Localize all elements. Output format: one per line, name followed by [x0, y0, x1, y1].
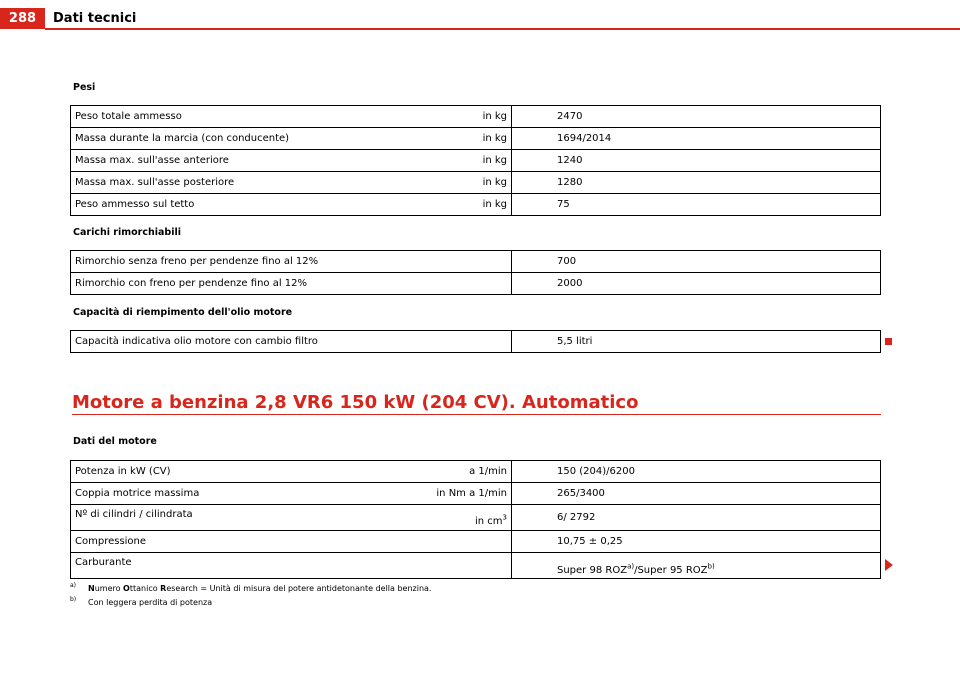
table-row — [71, 553, 881, 579]
footnote-b-text: Con leggera perdita di potenza — [88, 598, 213, 607]
row-value: 1240 — [512, 150, 881, 172]
next-page-arrow-icon — [885, 559, 893, 571]
row-unit: in kg — [393, 150, 512, 172]
footnote-a-text-3: esearch = Unità di misura del potere antidetonante della benzina. — [166, 584, 432, 593]
row-label: Coppia motrice massima — [71, 483, 394, 505]
table-row — [71, 461, 881, 483]
row-value: 1280 — [512, 172, 881, 194]
fuel-value-a: Super 98 ROZ — [557, 565, 628, 576]
table-pesi — [70, 105, 881, 216]
row-value: 700 — [512, 251, 881, 273]
table-row — [71, 251, 881, 273]
footnote-a-initial-r: R — [160, 584, 167, 593]
row-label: Potenza in kW (CV) — [71, 461, 394, 483]
table-row — [71, 331, 881, 353]
footnote-ref-b: b) — [707, 562, 715, 571]
page-header-title: Dati tecnici — [53, 11, 137, 26]
row-label: Massa max. sull'asse anteriore — [71, 150, 394, 172]
row-unit — [393, 531, 512, 553]
row-label: Carburante — [71, 553, 394, 579]
unit-superscript: 3 — [502, 513, 507, 522]
table-row — [71, 273, 881, 295]
row-label: Massa max. sull'asse posteriore — [71, 172, 394, 194]
section-title-pesi: Pesi — [73, 82, 96, 93]
table-row — [71, 483, 881, 505]
unit-text: in cm — [474, 516, 503, 527]
row-value: 2470 — [512, 106, 881, 128]
table-olio — [70, 330, 881, 353]
footnote-a-text-2: ttanico — [129, 584, 161, 593]
row-label: Rimorchio con freno per pendenze fino al 12% — [71, 273, 512, 295]
row-label: Peso totale ammesso — [71, 106, 394, 128]
table-row — [71, 150, 881, 172]
row-unit: in kg — [393, 172, 512, 194]
row-value: 1694/2014 — [512, 128, 881, 150]
section-end-marker-icon — [885, 338, 892, 345]
row-unit: a 1/min — [393, 461, 512, 483]
header-rule — [45, 28, 960, 30]
footnote-a-text-1: umero — [94, 584, 124, 593]
table-row — [71, 128, 881, 150]
row-value: 10,75 ± 0,25 — [512, 531, 881, 553]
table-row — [71, 106, 881, 128]
row-unit: in kg — [393, 128, 512, 150]
footnote-a-initial-n: N — [88, 584, 95, 593]
section-title-dati-motore: Dati del motore — [73, 436, 157, 447]
row-label: Peso ammesso sul tetto — [71, 194, 394, 216]
engine-section-title: Motore a benzina 2,8 VR6 150 kW (204 CV). Automatico — [72, 392, 639, 413]
footnote-a: $^{a)}$ Numero Ottanico Research = Unità di misura del potere antidetonante della benzina. — [70, 582, 432, 593]
row-label: Massa durante la marcia (con conducente) — [71, 128, 394, 150]
footnote-ref-a: a) — [627, 562, 635, 571]
row-unit — [393, 553, 512, 579]
row-value: 75 — [512, 194, 881, 216]
section-title-carichi: Carichi rimorchiabili — [73, 227, 181, 238]
row-value: 265/3400 — [512, 483, 881, 505]
row-value — [512, 553, 881, 579]
footnote-b: $^{b)}$ Con leggera perdita di potenza — [70, 596, 213, 607]
row-value: 6/ 2792 — [512, 505, 881, 531]
fuel-value-b: /Super 95 ROZ — [634, 565, 708, 576]
row-label: Nº di cilindri / cilindrata — [71, 505, 394, 531]
table-motore — [70, 460, 881, 579]
table-row — [71, 172, 881, 194]
table-row — [71, 505, 881, 531]
row-unit — [393, 505, 512, 531]
engine-title-rule — [72, 414, 881, 415]
row-label: Compressione — [71, 531, 394, 553]
row-value: 150 (204)/6200 — [512, 461, 881, 483]
row-unit: in kg — [393, 194, 512, 216]
row-unit: in Nm a 1/min — [393, 483, 512, 505]
row-unit: in kg — [393, 106, 512, 128]
table-row — [71, 194, 881, 216]
row-value: 2000 — [512, 273, 881, 295]
table-carichi — [70, 250, 881, 295]
row-value: 5,5 litri — [512, 331, 881, 353]
table-row — [71, 531, 881, 553]
section-title-olio: Capacità di riempimento dell'olio motore — [73, 307, 293, 318]
footnote-a-initial-o: O — [123, 584, 130, 593]
row-label: Capacità indicativa olio motore con cambio filtro — [71, 331, 512, 353]
page-number: 288 — [0, 8, 45, 29]
row-label: Rimorchio senza freno per pendenze fino al 12% — [71, 251, 512, 273]
